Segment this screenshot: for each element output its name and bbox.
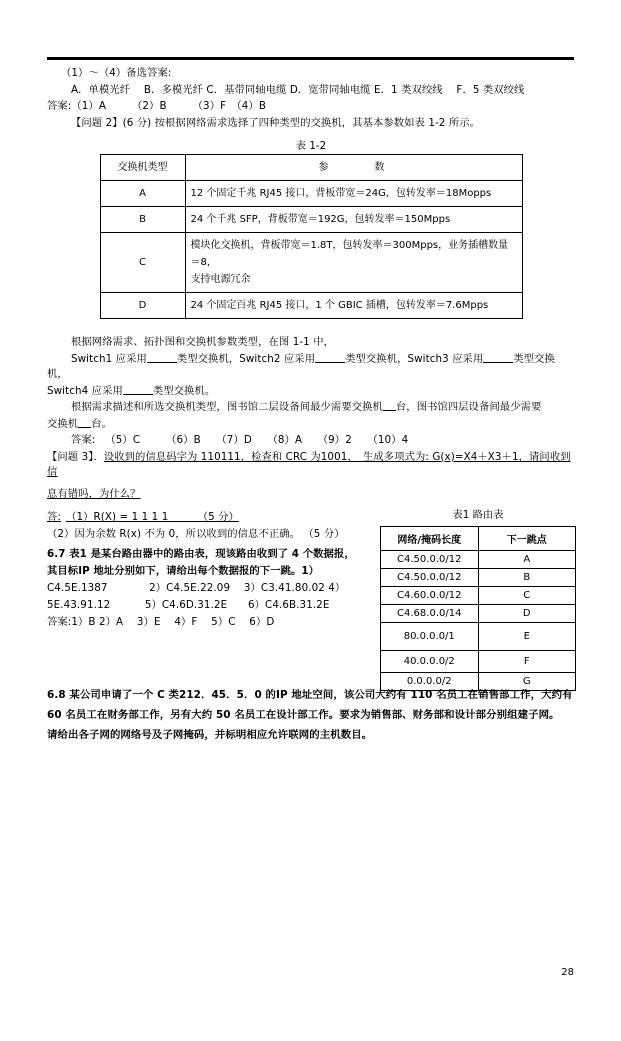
- q3-heading-line2: 息有错吗，为什么？: [47, 487, 141, 500]
- q2-para2-d: 类型交换机，: [47, 352, 555, 380]
- q2-heading: 【问题 2】(6 分) 按根据网络需求选择了四种类型的交换机，其基本参数如表 1-2 所示。: [71, 116, 481, 129]
- table-row: [100, 293, 522, 319]
- q2-para2: [47, 352, 575, 383]
- switch-param-c: [185, 233, 522, 293]
- routing-nexthop-1: B: [478, 569, 576, 587]
- table-row: [381, 623, 576, 651]
- table-row: [381, 605, 576, 623]
- page-content: [47, 66, 575, 746]
- routing-table-block: [380, 506, 576, 691]
- q67-line4: 5E.43.91.12 5）C4.6D.31.2E 6）C4.6B.31.2E: [47, 599, 330, 611]
- switch-table-header-param: 参 数: [185, 155, 522, 181]
- switch-param-d: 24 个固定百兆 RJ45 接口，1 个 GBIC 插槽，包转发率＝7.6Mpps: [185, 293, 522, 319]
- q3-answer-label: 答:: [47, 511, 61, 523]
- routing-nexthop-5: F: [478, 651, 576, 673]
- q68-line3: 请给出各子网的网络号及子网掩码，并标明相应允许联网的主机数目。: [47, 729, 373, 741]
- routing-network-2: C4.60.0.0/12: [381, 587, 479, 605]
- switch-param-c-line1: 模块化交换机，背板带宽＝1.8T，包转发率＝300Mpps，业务插槽数量＝8，: [190, 240, 509, 268]
- routing-header-network: 网络/掩码长度: [381, 527, 479, 551]
- q67-answer-values: 1）B 2）A 3）E 4）F 5）C 6）D: [71, 616, 275, 628]
- q3-answer-line1: （1）R(X) = 1 1 1 1 （5 分）: [66, 511, 239, 523]
- routing-network-6: 0.0.0.0/2: [381, 673, 479, 691]
- q3-heading-line1: [47, 450, 575, 481]
- section-6-7: [47, 546, 377, 630]
- q2-answer-line: [47, 433, 575, 449]
- page-number: 28: [561, 967, 574, 978]
- q2-para3-d: 台。: [91, 417, 112, 430]
- routing-nexthop-6: G: [478, 673, 576, 691]
- switch-table-caption: 表 1-2: [295, 140, 327, 152]
- q2-para2-f: 类型交换机。: [152, 384, 216, 397]
- q67-line2: 其目标IP 地址分别如下，请给出每个数据报的下一跳。1）: [47, 565, 320, 577]
- q67-answer-label: 答案:: [47, 616, 72, 628]
- routing-network-0: C4.50.0.0/12: [381, 551, 479, 569]
- switch-param-b: 24 个千兆 SFP，背板带宽＝192G，包转发率＝150Mpps: [185, 207, 522, 233]
- q67-line1: 6.7 表1 是某台路由器中的路由表，现该路由收到了 4 个数据报，: [47, 548, 355, 560]
- table-row: [100, 181, 522, 207]
- switch-type-c: C: [100, 233, 185, 293]
- switch-type-a: A: [100, 181, 185, 207]
- routing-network-3: C4.68.0.0/14: [381, 605, 479, 623]
- switch-param-c-line2: 支持电源冗余: [190, 274, 251, 285]
- switch-type-b: B: [100, 207, 185, 233]
- q2-answer-values: （5）C （6）B （7）D （8）A （9）2 （10）4: [105, 434, 409, 446]
- q2-fill-in-block: [47, 335, 575, 449]
- routing-network-1: C4.50.0.0/12: [381, 569, 479, 587]
- q3-heading-text: 设收到的信息码字为 110111，检查和 CRC 为1001， 生成多项式为: G(x)=X4＋X3＋1，请问收到信: [47, 450, 571, 478]
- q2-para2-c: 类型交换机，Switch3 应采用: [345, 352, 484, 365]
- q2-para3: [47, 400, 575, 416]
- q2-para2-b: 类型交换机，Switch2 应采用: [176, 352, 316, 365]
- q1-answer-label: 答案:: [47, 100, 72, 112]
- table-row: [100, 207, 522, 233]
- answers-and-routing-area: [47, 505, 575, 687]
- q67-line3: C4.5E.1387 2）C4.5E.22.09 3）C3.41.80.02 4）: [47, 582, 346, 594]
- header-rule: [47, 57, 574, 60]
- q3-heading-label: 【问题 3】．: [47, 450, 104, 463]
- routing-network-5: 40.0.0.0/2: [381, 651, 479, 673]
- routing-nexthop-0: A: [478, 551, 576, 569]
- q2-para2-e: Switch4 应采用: [47, 384, 123, 397]
- q2-answer-label: 答案:: [71, 434, 96, 446]
- table-row: [381, 527, 576, 551]
- floor2-count-blank: [383, 410, 396, 411]
- table-row: [381, 673, 576, 691]
- switch4-blank: [123, 394, 153, 395]
- routing-nexthop-4: E: [478, 623, 576, 651]
- q1-answer-line: [47, 99, 575, 115]
- routing-header-nexthop: 下一跳点: [478, 527, 576, 551]
- q68-line2: 60 名员工在财务部工作，另有大约 50 名员工在设计部工作。要求为销售部、财务部和设计部分别组建子网。: [47, 709, 560, 721]
- routing-table: [380, 526, 576, 691]
- q2-para2-cont: [47, 384, 575, 400]
- switch-param-a: 12 个固定千兆 RJ45 接口，背板带宽＝24G，包转发率＝18Mopps: [185, 181, 522, 207]
- table-row: [381, 651, 576, 673]
- switch2-blank: [315, 362, 345, 363]
- q67-answer-line: [47, 614, 377, 630]
- q2-para1: 根据网络需求、拓扑图和交换机参数类型，在图 1-1 中，: [71, 336, 334, 348]
- q1-options-prompt: （1）～（4）备选答案:: [61, 67, 172, 79]
- switch3-blank: [483, 362, 513, 363]
- section-6-8: [47, 686, 575, 745]
- q68-line1: 6.8 某公司申请了一个 C 类212．45．5．0 的IP 地址空间，该公司大约有 110 名员工在销售部工作，大约有: [47, 689, 573, 701]
- switch-type-d: D: [100, 293, 185, 319]
- q2-para3-a: 根据需求描述和所选交换机类型，图书馆二层设备间最少需要交换机: [71, 401, 383, 413]
- q2-para2-a: Switch1 应采用: [71, 352, 147, 365]
- q1-options-list: A．单模光纤 B．多模光纤 C．基带同轴电缆 D．宽带同轴电缆 E．1 类双绞线 F．5 类双绞线: [71, 83, 525, 96]
- q2-para3-c: 交换机: [47, 417, 79, 430]
- floor4-count-blank: [78, 427, 91, 428]
- switch-parameter-table: [100, 154, 523, 319]
- table-row: [381, 569, 576, 587]
- table-row: [381, 551, 576, 569]
- routing-nexthop-2: C: [478, 587, 576, 605]
- switch1-blank: [147, 362, 177, 363]
- table-row: [381, 587, 576, 605]
- q2-para3-cont: [47, 417, 575, 433]
- table-row: [100, 155, 522, 181]
- q3-answer-line2: （2）因为余数 R(x) 不为 0，所以收到的信息不正确。 （5 分）: [47, 527, 345, 540]
- switch-table-header-type: 交换机类型: [100, 155, 185, 181]
- q2-para3-b: 台，图书馆四层设备间最少需要: [395, 401, 542, 413]
- routing-nexthop-3: D: [478, 605, 576, 623]
- left-answer-column: [47, 505, 377, 630]
- routing-table-caption: 表1 路由表: [452, 509, 504, 521]
- q1-answer-values: （1）A （2）B （3）F （4）B: [71, 100, 266, 112]
- table-row: [100, 233, 522, 293]
- routing-network-4: 80.0.0.0/1: [381, 623, 479, 651]
